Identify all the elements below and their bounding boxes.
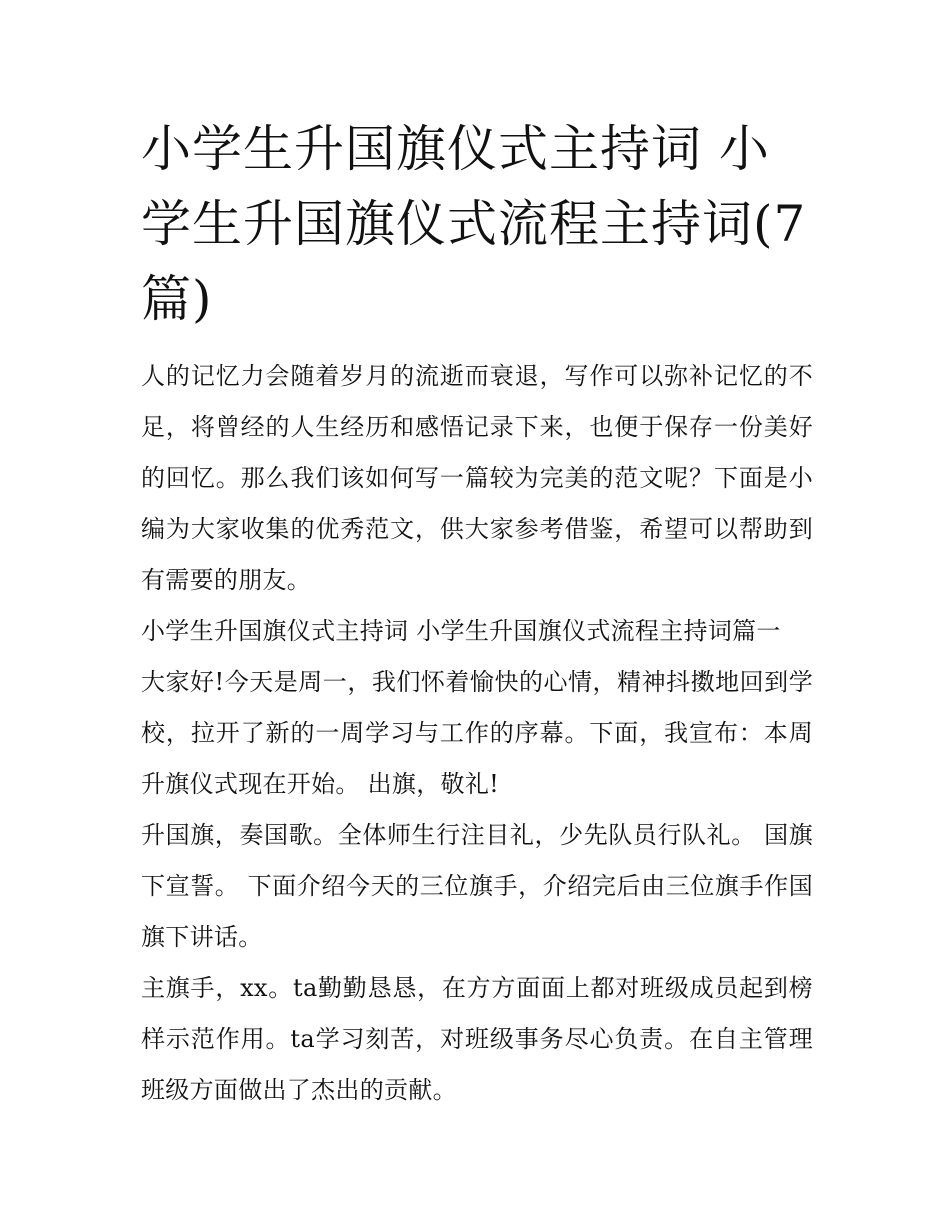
body-paragraph: 大家好!今天是周一，我们怀着愉快的心情，精神抖擞地回到学校，拉开了新的一周学习与工作的序幕。下面，我宣布：本周升旗仪式现在开始。 出旗，敬礼! xyxy=(141,668,813,798)
intro-paragraph: 人的记忆力会随着岁月的流逝而衰退，写作可以弥补记忆的不足，将曾经的人生经历和感悟记录下来，也便于保存一份美好的回忆。那么我们该如何写一篇较为完美的范文呢？下面是小编为大家收集的优秀范文，供大家参考借鉴，希望可以帮助到有需要的朋友。 xyxy=(141,362,813,594)
section-heading: 小学生升国旗仪式主持词 小学生升国旗仪式流程主持词篇一 xyxy=(141,617,781,645)
document-body xyxy=(141,112,813,1116)
body-paragraph: 升国旗，奏国歌。全体师生行注目礼，少先队员行队礼。 国旗下宣誓。 下面介绍今天的三位旗手，介绍完后由三位旗手作国旗下讲话。 xyxy=(141,821,813,951)
document-title: 小学生升国旗仪式主持词 小学生升国旗仪式流程主持词(7篇) xyxy=(141,120,807,328)
body-paragraph: 主旗手，xx。ta勤勤恳恳，在方方面面上都对班级成员起到榜样示范作用。ta学习刻苦，对班级事务尽心负责。在自主管理班级方面做出了杰出的贡献。 xyxy=(141,974,813,1104)
